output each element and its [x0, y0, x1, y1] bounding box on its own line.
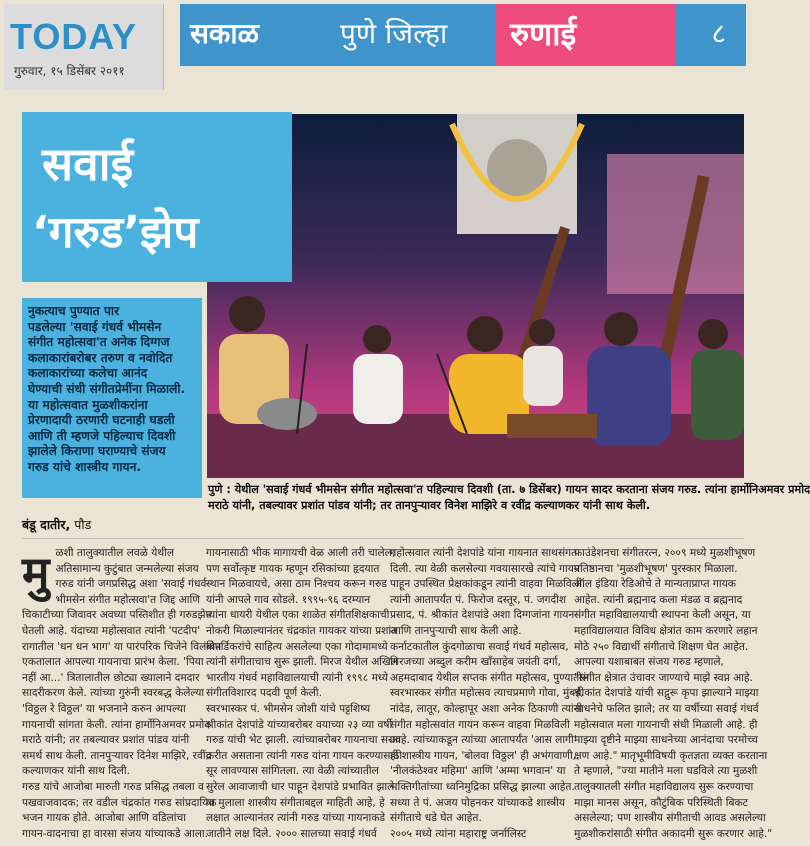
column-line: प्रसाद, पं. श्रीकांत देशपांडे अशा दिग्गजांना गायन [390, 609, 575, 622]
article-column-4 [574, 546, 773, 842]
column-line: क्षण आहे." मातृभूमीविषयी कृतज्ञता व्यक्त करताना [574, 749, 768, 762]
column-line: नहीं आ...' त्रितालातील छोट्या ख्यालाने दमदार [22, 671, 200, 684]
column-line: मिरजच्या अब्दुल करीम खाँसाहेब जयंती दर्गा, [390, 656, 561, 669]
column-line: या मुलाला शास्त्रीय संगीताबद्दल माहिती आहे, हे [206, 796, 385, 809]
drop-cap: मु [22, 546, 50, 600]
column-line: त्यांनी आतापर्यंत पं. फिरोज दस्तूर, पं. जगदीश [390, 593, 567, 606]
column-line: दिली. त्या वेळी कलसेल्या गवयासारखे त्यांचे गायन [390, 562, 580, 575]
column-line: चिकाटीच्या जिवावर अवघ्या पस्तिशीत ही गरुडझेप [22, 609, 212, 622]
column-line: सुरेल आवाजाची धार पाहून देशपांडे प्रभावित झाले. [206, 780, 398, 793]
headline-box [22, 112, 292, 282]
column-line: महोत्सवात त्यांनी देशपांडे यांना गायनात साथसंगत [390, 547, 578, 559]
masthead-band [180, 4, 746, 66]
column-line: श्रीकांत देशपांडे यांची सद्गुरू कृपा झाल्याने माझ्या [574, 687, 759, 700]
column-line: ही शास्त्रीय गायन, 'बोलवा विठ्ठल' ही अभंगवाणी, [390, 749, 577, 762]
column-line: महाविद्यालयात विविध क्षेत्रांत काम करणारे लहान [574, 624, 758, 637]
column-line: गरुड यांची भेट झाली. त्यांच्याबरोबर गायनाचा सराव [206, 734, 401, 747]
column-line: माझ्या दृष्टीने माझ्या साधनेच्या आनंदाचा परमोच्च [574, 734, 758, 747]
article-column-2 [206, 546, 403, 842]
headline-line2: ‘गरुड’झेप [32, 207, 199, 258]
column-line: मोठे २५० विद्यार्थी संगीताचे शिक्षण घेत आहेत. [574, 640, 749, 653]
photo-caption [208, 482, 810, 514]
today-label: TODAY [10, 16, 138, 57]
column-line: मराठे यांनी; तर तबल्यावर प्रशांत पांडव यांनी [22, 734, 190, 747]
lead-line: नुकत्याच पुण्यात पार [28, 304, 120, 318]
column-line: २००५ मध्ये त्यांना महाराष्ट्र जर्नालिस्ट [390, 827, 527, 840]
column-line: भीमसेन संगीत महोत्सवा'त जिद्द आणि [55, 593, 200, 606]
byline-name: बंडू दातीर, [22, 517, 71, 532]
caption-line: पुणे : येथील 'सवाई गंधर्व भीमसेन संगीत महोत्सवा'त पहिल्याच दिवशी (ता. ७ डिसेंबर) गायन सादर करताना संजय गरुड. त्यांना हार्मोनिअमवर प्रमोद [208, 483, 810, 496]
column-line: संगीत महोत्सवांत गायन करून वाहवा मिळविली [390, 718, 570, 731]
column-line: महोत्सवात मला गायनाची संधी मिळाली आहे. ही [574, 718, 758, 731]
column-line: सादरीकरण केले. त्यांच्या गुरुंनी स्वरबद्ध केलेल्या [22, 687, 205, 700]
column-line: प्रतिष्ठानचा 'मुळशीभूषण' पुरस्कार मिळाला. [574, 562, 738, 575]
column-line: अहमदाबाद येथील सप्तक संगीत महोत्सव, पुण्यातील [390, 671, 590, 684]
lead-line: झालेले किराणा घराण्याचे संजय [28, 444, 166, 459]
column-line: गायन-वादनाचा हा वारसा संजय यांच्याकडे आला. [22, 827, 209, 840]
column-line: आहेत. त्यांनी ब्रह्मनाद कला मंडळ व ब्रह्मनाद [574, 593, 743, 606]
edition-district: पुणे जिल्हा [340, 17, 448, 50]
lead-line: कलाकारांच्या कलेचा आनंद [28, 366, 148, 381]
lead-line: प्रेरणादायी ठरणारी घटनाही घडली [28, 413, 175, 428]
page-number: ८ [711, 17, 726, 50]
column-line: फाउंडेशनचा संगीतरत्न, २००९ मध्ये मुळशीभूषण [574, 547, 756, 559]
byline-place: पौड [70, 517, 92, 532]
column-line: लक्षात आल्यानंतर त्यांनी गरुड यांच्या गायनाकडे [206, 812, 386, 825]
column-line: सध्या ते पं. अजय पोहनकर यांच्याकडे शास्त्रीय [390, 796, 566, 809]
column-line: स्वरभास्कर संगीत महोत्सव त्याचप्रमाणे गोवा, मुंबई, [390, 687, 584, 700]
column-line: माझा मानस असून, कौटुंबिक परिस्थिती बिकट [574, 796, 749, 809]
today-section-badge [4, 4, 164, 90]
column-line: गायनासाठी भीक मागायची वेळ आली तरी चालेल; [206, 547, 396, 559]
column-line: नांदेड, लातूर, कोल्हापूर अशा अनेक ठिकाणी त्यांनी [390, 702, 583, 715]
column-line: संगीतविशारद पदवी पूर्ण केली. [206, 687, 322, 700]
column-line: ळशी तालुक्यातील लवळे येथील [55, 547, 175, 559]
column-line: करीत असताना त्यांनी गरुड यांना गायन करण्यासाठी [206, 749, 403, 762]
column-line: रागातील 'धन धन भाग' या पारंपरिक चिजेने विलंबित [22, 640, 222, 653]
column-line: संगीताचे धडे घेत आहेत. [390, 812, 482, 825]
column-line: मुळशीकरांसाठी संगीत अकादमी सुरू करणार आहे." [574, 827, 773, 840]
column-line: गरुड यांनी जगप्रसिद्ध अशा 'सवाई गंधर्व [55, 578, 207, 591]
headline-line1: सवाई [42, 137, 134, 191]
column-line: संगीत महाविद्यालयाची स्थापना केली असून, या [574, 609, 751, 622]
column-line: जातीने लक्ष दिले. २००० सालच्या सवाई गंधर्व [206, 827, 377, 840]
column-line: समर्थ साथ केली. तानपुऱ्यावर दिनेश माझिरे, रवींद्र [22, 749, 212, 762]
column-line: 'विठ्ठल रे विठ्ठल' या भजनाने करुन आपल्या [22, 702, 186, 715]
column-line: ते म्हणाले, "ज्या मातीने मला घडविले त्या मुळशी [574, 765, 758, 778]
column-line: तालुक्यातली संगीत महाविद्यालय सुरू करण्याचा [574, 780, 754, 793]
column-line: त्यांना धायरी येथील एका शाळेत संगीतशिक्षकाची [206, 609, 390, 622]
column-line: घेतली आहे. यंदाच्या महोत्सवात त्यांनी 'पटदीप' [22, 624, 201, 637]
column-line: स्थान मिळवायचे, असा ठाम निश्चय करून गरुड [206, 578, 387, 591]
column-line: यांनी आपले गाव सोडले. १९९५-९६ दरम्यान [206, 593, 371, 606]
column-line: ऑल इंडिया रेडिओचे ते मान्यताप्राप्त गायक [574, 578, 736, 591]
column-line: असलेल्या; पण शास्त्रीय संगीताची आवड असलेल्या [574, 812, 766, 825]
column-line: बोपर्डिकरांचे साहित्य असलेल्या एका गोदामामध्ये [206, 640, 388, 653]
lead-line: कलाकारांबरोबर तरुण व नवोदित [28, 350, 173, 365]
column-line: स्वरभास्कर पं. भीमसेन जोशी यांचे पट्टशिष्य [206, 702, 371, 715]
column-line: कल्याणकर यांनी साथ दिली. [22, 765, 130, 778]
column-line: गरुड यांचे आजोबा मारुती गरुड प्रसिद्ध तबला व [22, 780, 204, 793]
column-line: भक्तिगीतांच्या ध्वनिमुद्रिका प्रसिद्ध झाल्या आहेत. [390, 780, 575, 793]
divider [22, 538, 744, 539]
newspaper-name: सकाळ [190, 17, 259, 50]
article-column-1 [22, 546, 222, 842]
column-line: आपल्या यशाबाबत संजय गरुड म्हणाले, [574, 656, 724, 669]
column-line: साधनेचे फलित झाले; तर या वर्षीच्या सवाई गंधर्व [574, 702, 759, 715]
supplement-name: रुणाई [496, 4, 676, 66]
column-line: आहे. त्यांच्याकडून त्यांच्या आतापर्यंत 'आस लागी' [390, 734, 577, 747]
column-line: पखवाजवादक; तर वडील चंद्रकांत गरुड सांप्रदायिक [22, 796, 217, 809]
column-line: आणि तानपुऱ्याची साथ केली आहे. [390, 624, 522, 637]
column-line: श्रीकांत देशपांडे यांच्याबरोबर वयाच्या २३ व्या वर्षी [206, 718, 393, 731]
column-line: पाहून उपस्थित प्रेक्षकांकडून त्यांनी वाहवा मिळविली. [390, 578, 586, 591]
lead-line: घेण्याची संधी संगीतप्रेमींना मिळाली. [28, 381, 186, 396]
column-line: 'नीलकंठेश्वर महिमा' आणि 'अम्मा भगवान' या [390, 765, 566, 778]
article-column-3 [390, 546, 590, 842]
caption-line: मराठे यांनी, तबल्यावर प्रशांत पांडव यांनी; तर तानपुऱ्यावर विनेश माझिरे व रवींद्र कल्याणकर यांनी साथ केली. [208, 499, 651, 512]
byline [22, 516, 91, 533]
column-line: गायनाची सांगता केली. त्यांना हार्मोनिअमवर प्रमोद [22, 718, 210, 731]
column-line: नोकरी मिळाल्यानंतर चंद्रकांत गायकर यांच्या प्रशांत [206, 624, 398, 637]
column-line: सूर लावण्यास सांगितला. त्या वेळी त्यांच्यातील [206, 765, 379, 778]
lead-line: गरुड यांचे शास्त्रीय गायन. [28, 459, 141, 474]
lead-line: या महोत्सवात मुळशीकरांना [28, 397, 148, 412]
column-line: त्यांनी संगीताचाच सुरू झाली. मिरज येथील अखिल [206, 656, 398, 669]
column-line: भजन गायक होते. आजोबा आणि वडिलांचा [22, 812, 186, 825]
column-line: अतिसामान्य कुटुंबात जन्मलेल्या संजय [55, 562, 199, 575]
lead-line: आणि ती म्हणजे पहिल्याच दिवशी [28, 428, 176, 443]
column-line: "संगीत क्षेत्रात उंचावर जाण्याचे माझे स्वप्न आहे. [574, 671, 753, 684]
lead-line: पडलेल्या 'सवाई गंधर्व भीमसेन [28, 319, 162, 334]
issue-date: गुरुवार, १५ डिसेंबर २०११ [14, 64, 125, 78]
column-line: एकतालात आपल्या गायनाचा प्रारंभ केला. 'पिया [22, 656, 204, 669]
column-line: भारतीय गंधर्व महाविद्यालयाची त्यांनी १९९८ मध्ये [206, 671, 389, 684]
lead-paragraph [22, 298, 202, 498]
lead-line: संगीत महोत्सवा'त अनेक दिग्गज [28, 335, 170, 350]
column-line: पण सर्वोत्कृष्ट गायक म्हणून रसिकांच्या हृदयात [206, 562, 380, 575]
column-line: कर्नाटकातील कुंदगोळाचा सवाई गंधर्व महोत्सव, [390, 640, 569, 653]
